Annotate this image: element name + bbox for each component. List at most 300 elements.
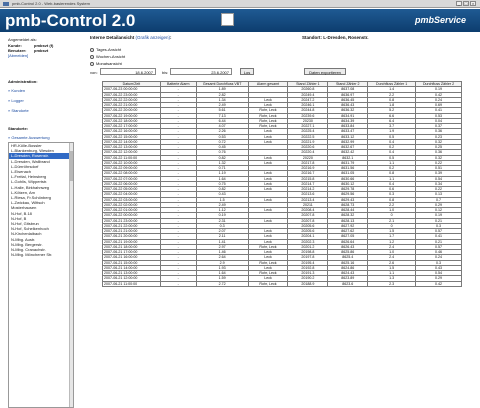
table-cell: 0.43 bbox=[196, 192, 248, 197]
table-cell: 20204.1 bbox=[288, 234, 328, 239]
benutzer-value: pmbsvt bbox=[34, 48, 49, 53]
list-item[interactable]: Mosterhausen bbox=[11, 205, 37, 211]
table-cell: 0.22 bbox=[416, 187, 462, 192]
export-data-button[interactable]: Daten exportieren bbox=[304, 68, 346, 75]
table-cell: - bbox=[160, 265, 196, 270]
table-cell: 20249.4 bbox=[288, 92, 328, 97]
table-cell: 1.34 bbox=[196, 97, 248, 102]
table-cell: - bbox=[160, 92, 196, 97]
table-cell: 8632.99 bbox=[328, 139, 368, 144]
table-cell: Rohr, Leck bbox=[248, 108, 288, 113]
radio-icon[interactable] bbox=[90, 55, 94, 59]
table-cell: 0.51 bbox=[416, 166, 462, 171]
list-item[interactable]: L-Zwickau, Wittsch bbox=[11, 200, 45, 206]
list-item[interactable]: L-Riesa, Fr.Schönberg bbox=[11, 195, 52, 201]
table-cell: 8631.79 bbox=[328, 160, 368, 165]
logout-link[interactable]: [Abmelden] bbox=[8, 53, 29, 58]
table-cell: - bbox=[160, 118, 196, 123]
table-cell: 0.8 bbox=[368, 97, 416, 102]
table-cell: 2007-06-22 01:00:00 bbox=[103, 208, 161, 213]
listbox-scroll-thumb[interactable] bbox=[69, 151, 73, 181]
list-item-selected[interactable]: L-Dresden, Rosenstr. bbox=[9, 153, 73, 158]
table-cell: 2.11 bbox=[196, 234, 248, 239]
table-cell: 2007-06-22 19:00:00 bbox=[103, 113, 161, 118]
table-cell: - bbox=[160, 239, 196, 244]
table-cell: - bbox=[160, 103, 196, 108]
table-cell: 1.32 bbox=[196, 160, 248, 165]
maximize-icon[interactable]: □ bbox=[464, 1, 468, 6]
table-cell: 2007-06-21 22:00:00 bbox=[103, 223, 161, 228]
table-cell: 2007-06-22 06:00:00 bbox=[103, 181, 161, 186]
gesamte-auswertung-link[interactable]: » Gesamte Auswertung bbox=[8, 135, 50, 140]
table-cell: 20188.9 bbox=[288, 281, 328, 286]
table-cell: 2007-06-22 05:00:00 bbox=[103, 187, 161, 192]
listbox-scrollbar[interactable] bbox=[69, 143, 73, 407]
table-cell: 0.2 bbox=[368, 145, 416, 150]
table-cell: 1.4 bbox=[368, 87, 416, 92]
table-cell: - bbox=[160, 271, 196, 276]
table-cell: 0.12 bbox=[416, 208, 462, 213]
table-cell: Leck bbox=[248, 208, 288, 213]
table-cell: 2007-06-21 20:00:00 bbox=[103, 234, 161, 239]
table-cell: 0.8 bbox=[368, 197, 416, 202]
table-cell: - bbox=[160, 97, 196, 102]
list-item[interactable]: N-Hof, Schelkenhoch bbox=[11, 226, 49, 232]
table-cell: 8632.67 bbox=[328, 145, 368, 150]
table-cell: Leck bbox=[248, 139, 288, 144]
table-body bbox=[103, 87, 462, 287]
list-item[interactable]: L-Kötzen, Am bbox=[11, 189, 36, 195]
table-cell: 8636.97 bbox=[328, 92, 368, 97]
table-cell: 2007-06-22 10:00:00 bbox=[103, 160, 161, 165]
table-cell: 0.2 bbox=[368, 166, 416, 171]
table-cell: 2.64 bbox=[196, 255, 248, 260]
table-cell: Leck bbox=[248, 129, 288, 134]
page-title-text: Interne Detailansicht bbox=[90, 35, 135, 40]
to-date-input[interactable]: 23.6.2007 bbox=[170, 68, 232, 75]
table-cell: 2007-06-21 11:00:00 bbox=[103, 281, 161, 286]
table-cell: 2007-06-22 14:00:00 bbox=[103, 139, 161, 144]
table-cell: Leck bbox=[248, 155, 288, 160]
table-cell: 1.0 bbox=[368, 250, 416, 255]
standorte-heading: Standorte: bbox=[8, 126, 28, 131]
table-cell: 0.36 bbox=[416, 150, 462, 155]
list-item[interactable]: N-Mbg. Bergerstr. bbox=[11, 241, 43, 247]
table-cell: Leck bbox=[248, 197, 288, 202]
radio-week-view[interactable] bbox=[90, 54, 125, 59]
table-cell: 8636.32 bbox=[328, 108, 368, 113]
table-cell: 8628.13 bbox=[328, 218, 368, 223]
table-cell: 1.59 bbox=[196, 276, 248, 281]
table-cell: 0.36 bbox=[416, 129, 462, 134]
table-cell: 2007-06-22 13:00:00 bbox=[103, 145, 161, 150]
table-cell: 0.4 bbox=[368, 139, 416, 144]
table-cell: 0.45 bbox=[196, 145, 248, 150]
table-cell: 0.24 bbox=[416, 97, 462, 102]
minimize-icon[interactable]: _ bbox=[457, 1, 461, 6]
table-cell: 2007-06-22 17:00:00 bbox=[103, 124, 161, 129]
table-cell: 8632.42 bbox=[328, 150, 368, 155]
table-cell: 20225.4 bbox=[288, 129, 328, 134]
col-meter2: Stand Zähler 2 bbox=[328, 82, 368, 87]
table-cell: 3.7 bbox=[368, 124, 416, 129]
table-cell: 8625.16 bbox=[328, 260, 368, 265]
table-cell: 2007-06-22 15:00:00 bbox=[103, 134, 161, 139]
list-item[interactable]: N-Mbg. Cranachstr. bbox=[11, 247, 46, 253]
radio-icon[interactable] bbox=[90, 62, 94, 66]
table-cell: 2.2 bbox=[368, 202, 416, 207]
table-cell: - bbox=[160, 187, 196, 192]
table-cell: 0.13 bbox=[416, 192, 462, 197]
table-cell: 2007-06-22 23:00:00 bbox=[103, 92, 161, 97]
table-cell: 8634.91 bbox=[328, 113, 368, 118]
table-cell: 0.42 bbox=[416, 92, 462, 97]
table-cell: Rohr, Leck bbox=[248, 124, 288, 129]
table-cell: 20221.9 bbox=[288, 139, 328, 144]
table-cell: 0.5 bbox=[368, 155, 416, 160]
col-total-flow: Gesamt Durchfluss VBT bbox=[196, 82, 248, 87]
show-chart-link[interactable]: (Grafik anzeigen) bbox=[135, 35, 171, 40]
col-flow-meter1: Durchfluss Zähler 1 bbox=[368, 82, 416, 87]
table-cell: 20198.8 bbox=[288, 250, 328, 255]
table-cell: 8628.32 bbox=[328, 213, 368, 218]
table-cell: 2.82 bbox=[196, 92, 248, 97]
table-cell: 0 bbox=[368, 223, 416, 228]
sidebar bbox=[0, 32, 86, 408]
table-cell: 4.07 bbox=[196, 124, 248, 129]
list-item[interactable]: N-Hof, Gitsbrun bbox=[11, 221, 39, 227]
list-item[interactable]: L-Halle, Birkhahnweg bbox=[11, 184, 50, 190]
list-item[interactable]: HR-Kölle-Bossler bbox=[11, 143, 42, 148]
kunde-label: Kunde: bbox=[8, 43, 22, 48]
list-item[interactable]: L-Blankenburg, Wesden bbox=[11, 148, 54, 154]
table-cell: 2.9 bbox=[196, 260, 248, 265]
col-flow-meter2: Durchfluss Zähler 2 bbox=[416, 82, 462, 87]
table-cell: - bbox=[160, 260, 196, 265]
table-cell: 1.8 bbox=[368, 103, 416, 108]
table-cell: 6.4 bbox=[368, 118, 416, 123]
table-cell: 2007-06-22 09:00:00 bbox=[103, 166, 161, 171]
table-cell: 1.1 bbox=[368, 160, 416, 165]
header-badge-icon bbox=[221, 13, 234, 26]
table-cell: Leck bbox=[248, 176, 288, 181]
table-cell: 2007-06-21 21:00:00 bbox=[103, 229, 161, 234]
admin-item-logger[interactable]: » Logger bbox=[8, 98, 24, 103]
table-cell: 2007-06-22 02:00:00 bbox=[103, 202, 161, 207]
table-cell: 2007-06-21 19:00:00 bbox=[103, 239, 161, 244]
table-cell: 0.25 bbox=[416, 145, 462, 150]
table-cell: 20213.6 bbox=[288, 192, 328, 197]
admin-item-standorte[interactable]: » Standorte bbox=[8, 108, 29, 113]
table-cell: 0.19 bbox=[416, 87, 462, 92]
table-cell: 1.41 bbox=[196, 239, 248, 244]
table-cell: 20220.6 bbox=[288, 145, 328, 150]
list-item[interactable]: N-Hof, B.18 bbox=[11, 210, 32, 216]
table-cell: - bbox=[160, 255, 196, 260]
table-cell: 8636.43 bbox=[328, 103, 368, 108]
table-cell: - bbox=[160, 150, 196, 155]
table-cell: 2.4 bbox=[368, 255, 416, 260]
close-icon[interactable]: × bbox=[471, 1, 475, 6]
table-cell: 0.3 bbox=[196, 223, 248, 228]
list-item[interactable]: N-Mbg. Mönchener Str. bbox=[11, 252, 53, 258]
table-cell: 2.26 bbox=[196, 129, 248, 134]
table-cell: 8625.86 bbox=[328, 250, 368, 255]
table-cell: Leck bbox=[248, 250, 288, 255]
table-cell: 0.3 bbox=[368, 192, 416, 197]
table-cell: 8633.47 bbox=[328, 129, 368, 134]
table-cell: 20205.6 bbox=[288, 223, 328, 228]
table-cell: 6.6 bbox=[368, 113, 416, 118]
table-cell: 2007-06-22 22:00:00 bbox=[103, 97, 161, 102]
table-cell: 2.49 bbox=[196, 202, 248, 207]
table-cell: 8631.56 bbox=[328, 166, 368, 171]
table-cell: 0.53 bbox=[196, 134, 248, 139]
table-cell: 6.44 bbox=[196, 118, 248, 123]
from-date-input[interactable]: 18.6.2007 bbox=[100, 68, 156, 75]
app-logo: pmb-Control 2.0 bbox=[5, 11, 136, 30]
table-cell: 20247.2 bbox=[288, 97, 328, 102]
table-cell: Leck bbox=[248, 187, 288, 192]
table-cell: 0.34 bbox=[416, 181, 462, 186]
table-cell: 20214.7 bbox=[288, 181, 328, 186]
table-cell: 0.57 bbox=[416, 229, 462, 234]
table-cell: 0.29 bbox=[416, 276, 462, 281]
table-cell: 2007-06-22 08:00:00 bbox=[103, 171, 161, 176]
location-listbox[interactable] bbox=[8, 142, 74, 408]
table-cell: - bbox=[160, 192, 196, 197]
app-header bbox=[0, 9, 480, 32]
table-cell: 20207.8 bbox=[288, 218, 328, 223]
table-cell: 8628.73 bbox=[328, 202, 368, 207]
table-cell: - bbox=[160, 139, 196, 144]
table-cell: 0.46 bbox=[416, 250, 462, 255]
benutzer-label: Benutzer: bbox=[8, 48, 27, 53]
table-cell: - bbox=[160, 218, 196, 223]
table-cell: 1.64 bbox=[196, 271, 248, 276]
page-title bbox=[90, 35, 172, 40]
table-cell: - bbox=[160, 181, 196, 186]
table-cell: 0.76 bbox=[196, 150, 248, 155]
table-cell: 1.2 bbox=[368, 239, 416, 244]
table-cell: 8637.08 bbox=[328, 87, 368, 92]
table-cell: Leck bbox=[248, 97, 288, 102]
go-button[interactable]: Los bbox=[240, 68, 254, 75]
table-cell: 0.54 bbox=[416, 271, 462, 276]
table-cell: 20222.5 bbox=[288, 134, 328, 139]
table-cell: 1.19 bbox=[196, 171, 248, 176]
table-cell: Leck bbox=[248, 239, 288, 244]
list-item[interactable]: L-Freital, Heinsberg bbox=[11, 174, 47, 180]
list-item[interactable]: N-Hof, B bbox=[11, 215, 27, 221]
table-cell: 1.89 bbox=[196, 87, 248, 92]
table-cell: 20217.8 bbox=[288, 160, 328, 165]
radio-icon[interactable] bbox=[90, 48, 94, 52]
page-title-suffix: : bbox=[170, 35, 172, 40]
col-alarm-total: Alarm gesamt bbox=[248, 82, 288, 87]
table-cell: 20220 bbox=[288, 155, 328, 160]
table-cell: 7.13 bbox=[196, 113, 248, 118]
data-table bbox=[102, 81, 462, 287]
table-cell: 0.43 bbox=[416, 265, 462, 270]
table-cell: 8633.84 bbox=[328, 124, 368, 129]
table-cell: 1.1 bbox=[368, 271, 416, 276]
col-meter1: Stand Zähler 1 bbox=[288, 82, 328, 87]
table-cell: Leck bbox=[248, 229, 288, 234]
table-cell: 8625.4 bbox=[328, 255, 368, 260]
table-cell: 20211 bbox=[288, 202, 328, 207]
table-cell: - bbox=[160, 208, 196, 213]
table-cell: 20216.9 bbox=[288, 166, 328, 171]
table-cell: 1.3 bbox=[368, 276, 416, 281]
table-cell: Rohr, Leck bbox=[248, 281, 288, 286]
table-cell: - bbox=[160, 176, 196, 181]
window-titlebar bbox=[0, 0, 480, 8]
table-cell: 8630.66 bbox=[328, 176, 368, 181]
table-cell: Rohr, Leck bbox=[248, 271, 288, 276]
table-cell: 0.39 bbox=[416, 171, 462, 176]
table-cell: 0 bbox=[368, 213, 416, 218]
table-cell: 1.0 bbox=[368, 208, 416, 213]
table-cell: 0.82 bbox=[196, 155, 248, 160]
table-cell: 8623.6 bbox=[328, 281, 368, 286]
admin-item-kunden[interactable]: » Kunden bbox=[8, 88, 26, 93]
table-cell: Leck bbox=[248, 218, 288, 223]
table-cell: 0.21 bbox=[416, 239, 462, 244]
table-cell: 2007-06-21 17:00:00 bbox=[103, 250, 161, 255]
table-cell: 2.1 bbox=[368, 218, 416, 223]
table-cell: 20214.2 bbox=[288, 187, 328, 192]
radio-label: Tages-Ansicht bbox=[96, 47, 122, 52]
table-cell: 0.71 bbox=[196, 166, 248, 171]
table-cell: 20230 bbox=[288, 118, 328, 123]
table-cell: Leck bbox=[248, 103, 288, 108]
table-cell: - bbox=[160, 202, 196, 207]
table-cell: 2.31 bbox=[196, 218, 248, 223]
table-cell: 8626.64 bbox=[328, 239, 368, 244]
table-cell: 8629.43 bbox=[328, 197, 368, 202]
table-cell: 1.5 bbox=[196, 197, 248, 202]
table-cell: - bbox=[160, 197, 196, 202]
table-cell: 8624.43 bbox=[328, 271, 368, 276]
table-cell: 2007-06-23 00:00:00 bbox=[103, 87, 161, 92]
table-cell: 2.6 bbox=[368, 260, 416, 265]
table-cell: 0.19 bbox=[416, 213, 462, 218]
table-cell: - bbox=[160, 229, 196, 234]
table-cell: 0.3 bbox=[416, 223, 462, 228]
table-cell: - bbox=[160, 213, 196, 218]
list-item[interactable]: N-Mbg. Austr. bbox=[11, 236, 36, 242]
list-item[interactable]: L-Gohlis, Wippertstr. bbox=[11, 179, 48, 185]
table-cell: 20201.2 bbox=[288, 244, 328, 249]
table-cell: - bbox=[160, 234, 196, 239]
table-cell: 5.2 bbox=[368, 108, 416, 113]
table-cell: 2.2 bbox=[368, 92, 416, 97]
table-cell: 2007-06-22 12:00:00 bbox=[103, 150, 161, 155]
table-cell: Rohr, Leck bbox=[248, 244, 288, 249]
table-cell: 0.54 bbox=[416, 176, 462, 181]
table-cell: - bbox=[160, 250, 196, 255]
table-cell: 0.32 bbox=[416, 139, 462, 144]
table-cell: 2.3 bbox=[368, 281, 416, 286]
table-cell: Leck bbox=[248, 234, 288, 239]
table-cell: 8627.05 bbox=[328, 234, 368, 239]
window-title: pmb-Control 2.0 - Web-basierendes System bbox=[12, 1, 90, 6]
col-battery-alarm: Batterie Alarm bbox=[160, 82, 196, 87]
list-item[interactable]: L-Eisenach bbox=[11, 169, 32, 175]
list-item[interactable]: L-Dürrröhrsdorf bbox=[11, 163, 39, 169]
table-cell: 8634.39 bbox=[328, 118, 368, 123]
table-cell: Rohr, Leck bbox=[248, 113, 288, 118]
table-cell: 1.1 bbox=[368, 176, 416, 181]
table-cell: 0.7 bbox=[416, 197, 462, 202]
table-cell: Leck bbox=[248, 276, 288, 281]
table-cell: 2007-06-21 14:00:00 bbox=[103, 265, 161, 270]
radio-month-view[interactable] bbox=[90, 61, 122, 66]
table-cell: Leck bbox=[248, 265, 288, 270]
table-cell: 0.4 bbox=[368, 150, 416, 155]
table-cell: 0.19 bbox=[196, 213, 248, 218]
table-cell: 20260.8 bbox=[288, 87, 328, 92]
table-cell: 20227.1 bbox=[288, 124, 328, 129]
table-cell: 20207.8 bbox=[288, 213, 328, 218]
table-cell: 20208.4 bbox=[288, 208, 328, 213]
table-cell: 20215.8 bbox=[288, 176, 328, 181]
table-cell: 0.22 bbox=[416, 160, 462, 165]
table-cell: 2007-06-21 18:00:00 bbox=[103, 244, 161, 249]
table-cell: 2007-06-22 20:00:00 bbox=[103, 108, 161, 113]
table-cell: 0.37 bbox=[416, 124, 462, 129]
brand-logo: pmbService bbox=[414, 15, 466, 25]
list-item[interactable]: L-Dresden, Wallbrand bbox=[11, 158, 50, 164]
table-cell: 20246.1 bbox=[288, 103, 328, 108]
table-cell: 8629.56 bbox=[328, 192, 368, 197]
table-cell: - bbox=[160, 166, 196, 171]
table-cell: Leck bbox=[248, 160, 288, 165]
table-cell: 2.49 bbox=[196, 103, 248, 108]
table-cell: - bbox=[160, 171, 196, 176]
table-cell: 20191.3 bbox=[288, 271, 328, 276]
table-cell: 20205.6 bbox=[288, 229, 328, 234]
radio-day-view[interactable] bbox=[90, 47, 121, 52]
radio-label: Monatsansicht bbox=[96, 61, 122, 66]
table-cell: 20216.7 bbox=[288, 171, 328, 176]
table-cell: 0.5 bbox=[368, 134, 416, 139]
table-cell: 0.6 bbox=[368, 187, 416, 192]
table-cell: 0.41 bbox=[416, 108, 462, 113]
table-cell: 0.24 bbox=[416, 255, 462, 260]
table-cell: 20213.4 bbox=[288, 197, 328, 202]
table-cell: 2007-06-22 04:00:00 bbox=[103, 192, 161, 197]
table-cell: 0.04 bbox=[416, 118, 462, 123]
table-cell: 20190.2 bbox=[288, 276, 328, 281]
table-cell: 20195.4 bbox=[288, 260, 328, 265]
table-cell: Rohr, Leck bbox=[248, 260, 288, 265]
table-cell: 2007-06-22 11:00:00 bbox=[103, 155, 161, 160]
table-cell: 2007-06-22 00:00:00 bbox=[103, 213, 161, 218]
table-cell: 0.82 bbox=[196, 187, 248, 192]
table-cell: 0.29 bbox=[416, 202, 462, 207]
table-cell: 2007-06-22 03:00:00 bbox=[103, 197, 161, 202]
kunde-value: pmbsvt (f) bbox=[34, 43, 54, 48]
table-cell: - bbox=[160, 113, 196, 118]
table-cell: - bbox=[160, 145, 196, 150]
table-cell: 8627.62 bbox=[328, 229, 368, 234]
table-cell: - bbox=[160, 244, 196, 249]
table-cell: 0.4 bbox=[368, 181, 416, 186]
list-item[interactable]: N-Kirchenlaibach bbox=[11, 231, 42, 237]
table-cell: 0.8 bbox=[368, 171, 416, 176]
